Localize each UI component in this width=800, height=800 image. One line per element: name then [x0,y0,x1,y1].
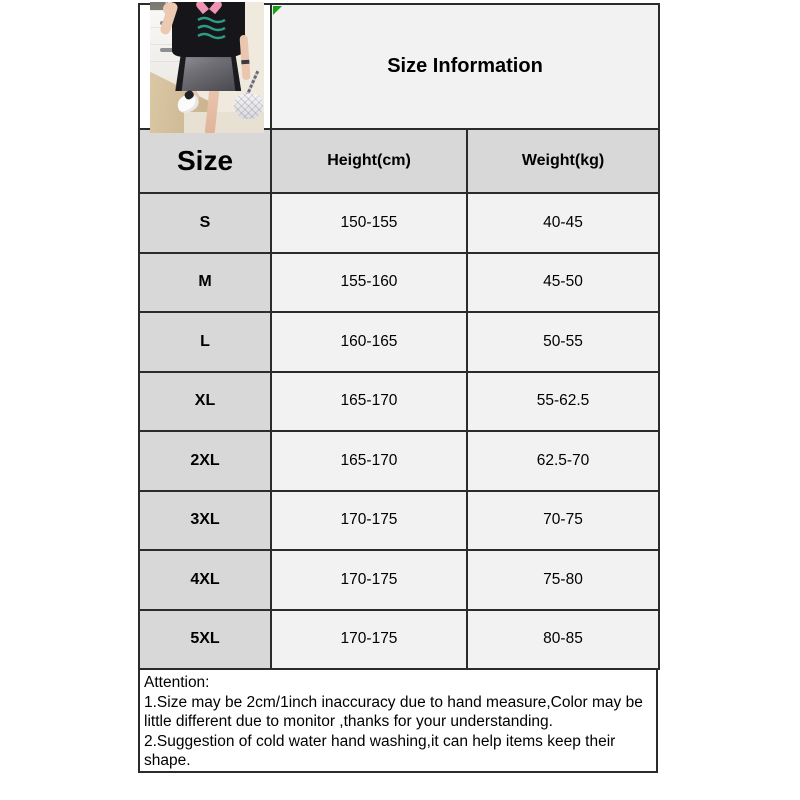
column-header-weight: Weight(kg) [467,129,659,193]
size-chart-sheet [138,3,658,773]
product-photo-cell [139,4,271,129]
size-label: 2XL [139,431,271,491]
table-header-row [139,129,659,193]
attention-note-2: 2.Suggestion of cold water hand washing,it can help items keep their shape. [144,732,616,769]
photo-title-row [139,4,659,129]
size-label: 4XL [139,550,271,610]
weight-value: 75-80 [467,550,659,610]
height-value: 170-175 [271,491,467,551]
product-photo [150,2,264,133]
weight-value: 40-45 [467,193,659,253]
height-value: 165-170 [271,431,467,491]
weight-value: 45-50 [467,253,659,313]
weight-value: 62.5-70 [467,431,659,491]
size-label: 5XL [139,610,271,670]
photo-wave-print [196,16,228,42]
size-information-title-cell [271,4,659,129]
photo-model-peace-hand [163,3,174,15]
photo-denim-skirt [175,53,241,91]
table-row-m [139,253,659,313]
photo-handbag [234,94,263,119]
table-row-3xl [139,491,659,551]
weight-value: 80-85 [467,610,659,670]
attention-title: Attention: [144,674,210,691]
table-row-2xl [139,431,659,491]
photo-heart-print [201,2,217,11]
photo-model-arm [240,35,251,80]
size-information-title: Size Information [387,55,543,77]
table-row-4xl [139,550,659,610]
column-header-height: Height(cm) [271,129,467,193]
size-label: XL [139,372,271,432]
cell-corner-marker-icon [273,6,282,15]
weight-value: 70-75 [467,491,659,551]
height-value: 155-160 [271,253,467,313]
weight-value: 50-55 [467,312,659,372]
height-value: 170-175 [271,610,467,670]
height-value: 150-155 [271,193,467,253]
size-label: M [139,253,271,313]
size-label: S [139,193,271,253]
attention-notes [138,670,658,773]
size-chart-table [138,3,660,670]
size-label: L [139,312,271,372]
table-row-xl [139,372,659,432]
height-value: 170-175 [271,550,467,610]
size-label: 3XL [139,491,271,551]
column-header-size: Size [139,129,271,193]
table-row-s [139,193,659,253]
weight-value: 55-62.5 [467,372,659,432]
table-row-5xl [139,610,659,670]
table-row-l [139,312,659,372]
height-value: 160-165 [271,312,467,372]
height-value: 165-170 [271,372,467,432]
attention-note-1: 1.Size may be 2cm/1inch inaccuracy due to hand measure,Color may be little different due to monitor ,thanks for your understanding. [144,693,643,730]
